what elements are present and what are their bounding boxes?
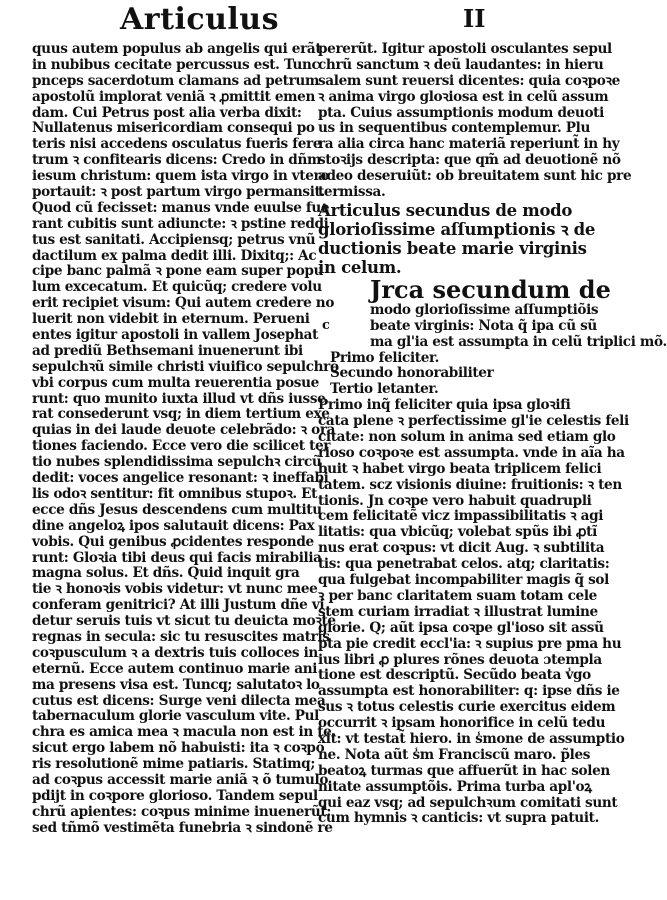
text-line: pta pie credit eccl'ia: ꝛ supius pre pma hu <box>318 635 622 652</box>
text-line: salem sunt reuersi dicentes: quia coꝛpoꝛe <box>318 72 620 89</box>
text-line: portauit: ꝛ post partum virgo permansit. <box>32 184 325 201</box>
heading-line: ductionis beate marie virginis <box>318 238 587 258</box>
assumption-modes-list <box>318 351 586 399</box>
text-line: chrũ sanctum ꝛ deũ laudantes: in hieru <box>318 56 604 73</box>
text-line: runt: quo munito iuxta illud vt dñs iusse <box>32 390 326 407</box>
text-line: ne. Nota aũt s̾m Franciscũ maro. p̃les <box>318 746 591 763</box>
text-line: nus erat coꝛpus: vt dicit Aug. ꝛ subtilita <box>318 540 605 557</box>
text-line: vbi corpus cum multa reuerentia posue <box>32 374 319 391</box>
text-line: tus est sanitati. Accipiensq; petrus vnũ <box>32 231 316 248</box>
page-header <box>0 2 603 40</box>
text-line: buit ꝛ habet virgo beata triplicem felici <box>318 460 602 477</box>
text-line: ecce dñs Jesus descendens cum multitu <box>32 501 322 518</box>
text-line: Primo inq̃ feliciter quia ipsa gloꝛifi <box>318 397 571 414</box>
text-line: ꝛ anima virgo gloꝛiosa est in celũ assum <box>318 88 609 105</box>
text-line: tatem. scz visionis diuine: fruitionis: ꝛ ten <box>318 476 622 493</box>
text-line: sed tñmõ vestimẽta funebria ꝛ sindonẽ re <box>32 819 333 836</box>
text-line: rat consederunt vsq; in diem tertium exe <box>32 406 330 423</box>
text-line: xit: vt testat̃ hiero. in s̾mone de assumptio <box>318 730 625 747</box>
heading-line: glorioſissime aſſumptionis ꝛ de <box>318 219 596 239</box>
text-line: occurrit ꝛ ipsam honorifice in celũ tedu <box>318 715 606 732</box>
list-item: Secundo honorabiliter <box>330 365 494 382</box>
text-line: dam. Cui Petrus post alia verba dixit: <box>32 104 302 121</box>
list-item: Primo feliciter. <box>330 349 439 366</box>
text-line: sicut ergo labem nõ habuisti: ita ꝛ coꝛpo <box>32 740 325 757</box>
indented-intro <box>318 301 667 351</box>
text-line: runt: Gloꝛia tibi deus qui facis mirabilia <box>32 549 322 566</box>
right-column <box>318 41 667 827</box>
text-line: entes igitur apostoli in vallem Josephat <box>32 327 319 344</box>
text-line: citate: non solum in anima sed etiam glo <box>318 429 616 446</box>
text-line: litatis: qua vbicũq; volebat spũs ibi ꝓtĩ <box>318 524 597 541</box>
text-line: eternũ. Ecce autem continuo marie ani <box>32 660 318 677</box>
text-line: beate virginis: Nota q̃ ipa cũ sũ <box>370 317 597 334</box>
text-line: pdijt in coꝛpore glorioso. Tandem sepul <box>32 787 318 804</box>
text-line: regnas in secula: sic tu resuscites matris <box>32 628 330 645</box>
article-heading <box>318 200 596 277</box>
text-line: apostolũ implorat veniã ꝛ ꝓmittit emen <box>32 88 315 105</box>
text-line: tione est descriptũ. Secũdo beata v̾go <box>318 667 591 684</box>
text-line: ra alia circa hanc materiã reperiunt̃ in hy <box>318 136 620 153</box>
text-line: quus autem populus ab angelis qui erãt <box>32 41 322 57</box>
text-line: tabernaculum glorie vasculum vite. Pul <box>32 708 319 725</box>
text-line: ma gl'ia est assumpta in celũ triplici mõ. <box>370 333 667 350</box>
text-line: ris resolutionẽ mime patiaris. Statimq; <box>32 756 315 773</box>
text-line: adeo deseruiũt: ob breuitatem sunt hic pre <box>318 168 632 185</box>
text-line: tionis. Jn coꝛpe vero habuit quadrupli <box>318 492 592 509</box>
text-line: ad prediũ Bethsemani inuenerunt ibi <box>32 342 303 359</box>
text-line: magna solus. Et dñs. Quid inquit gra <box>32 565 300 582</box>
initial-letter: c <box>322 318 330 333</box>
text-line: cipe banc palmã ꝛ pone eam super popu <box>32 263 324 280</box>
text-line: us in sequentibus contemplemur. Plu <box>318 120 591 137</box>
text-line: sus ꝛ totus celestis curie exercitus eidem <box>318 699 616 716</box>
text-line: in nubibus cecitate percussus est. Tunc <box>32 56 320 73</box>
text-line: tiones faciendo. Ecce vero die scilicet ter <box>32 438 331 455</box>
text-line: luerit non videbit in eternum. Perueni <box>32 311 310 328</box>
text-line: ma presens visa est. Tuncq; salutatoꝛ lo <box>32 676 320 693</box>
text-line: dine angeloꝝ ipos salutauit dicens: Pax <box>32 517 315 534</box>
text-line: assumpta est honorabiliter: q: ipse dñs ie <box>318 683 620 700</box>
text-line: qua fulgebat incompabiliter magis q̃ sol <box>318 572 609 589</box>
text-line: sepulchꝛũ simile christi viuifico sepulchro <box>32 358 339 375</box>
text-line: cata plene ꝛ perfectissime gl'ie celestis feli <box>318 413 629 430</box>
text-line: detur seruis tuis vt sicut tu deuicta moꝛte <box>32 613 336 630</box>
text-line: termissa. <box>318 184 386 201</box>
list-item: Tertio letanter. <box>330 381 439 398</box>
text-line: chrũ apientes: coꝛpus minime inuenerũt: <box>32 803 332 820</box>
text-line: lum excecatum. Et quicũq; credere volu <box>32 279 322 296</box>
folio-number: II <box>463 4 486 33</box>
text-line: beatoꝝ turmas que affuerũt in hac solen <box>318 762 610 779</box>
text-line: quias in dei laude deuote celebrãdo: ꝛ ora <box>32 422 336 439</box>
text-line: erit recipiet visum: Qui autem credere no <box>32 295 335 312</box>
heading-line: Articulus secundus de modo <box>318 200 573 220</box>
right-column-top-text <box>318 41 632 201</box>
text-line: chra es amica mea ꝛ macula non est in te. <box>32 724 336 741</box>
text-line: pererũt. Igitur apostoli osculantes sepul <box>318 41 612 57</box>
text-line: tie ꝛ honoꝛis vobis videtur: vt nunc mee <box>32 581 318 598</box>
text-line: dedit: voces angelice resonant: ꝛ ineffabi <box>32 470 329 487</box>
text-line: Quod cũ fecisset: manus vnde euulse fue <box>32 199 330 216</box>
text-line: lis odoꝛ sentitur: fit omnibus stupoꝛ. Et <box>32 485 318 502</box>
heading-line: in celum. <box>318 257 402 277</box>
text-line: ad coꝛpus accessit marie aniã ꝛ õ tumulo <box>32 771 329 788</box>
text-line: iesum christum: quem ista virgo in vtero <box>32 168 330 185</box>
text-line: nitate assumptõis. Prima turba apl'oꝝ <box>318 778 592 795</box>
text-line: qui eaz vsq; ad sepulchꝛum comitati sunt <box>318 794 618 811</box>
right-column-body-text <box>318 397 629 827</box>
text-line: rant cubitis sunt adiuncte: ꝛ pstine reddi <box>32 215 329 232</box>
text-line: tis: qua penetrabat celos. atq; claritatis: <box>318 556 610 573</box>
text-line: glorie. Q; aũt ipsa coꝛpe gl'ioso sit assũ <box>318 619 604 636</box>
text-line: rioso coꝛpoꝛe est assumpta. vnde in aĩa ha <box>318 444 625 461</box>
text-line: conferam genitrici? At illi Justum dñe vi <box>32 597 325 614</box>
text-line: tio nubes splendidissima sepulchꝛ circũ <box>32 454 322 471</box>
text-line: ius libri ꝓ plures rõnes deuota ɔtempla <box>318 651 602 668</box>
section-big-heading: Jrca secundum de <box>370 274 611 304</box>
text-line: cum hymnis ꝛ canticis: vt supra patuit. <box>318 810 599 827</box>
text-line: trum ꝛ confitearis dicens: Credo in dñm <box>32 152 322 169</box>
left-column <box>32 41 339 837</box>
text-line: stem curiam irradiat ꝛ illustrat lumine <box>318 603 598 620</box>
text-line: teris nisi accedens osculatus fueris fere <box>32 136 322 153</box>
text-line: cem felicitatẽ vicz impassibilitatis ꝛ agi <box>318 508 604 525</box>
text-line: Nullatenus misericordiam consequi po <box>32 120 315 137</box>
text-line: ꝛ per banc claritatem suam totam cele <box>318 587 597 604</box>
text-line: cutus est dicens: Surge veni dilecta mea <box>32 692 326 709</box>
text-line: coꝛpusculum ꝛ a dextris tuis colloces in <box>32 644 318 661</box>
text-line: vobis. Qui genibus ꝓcidentes responde <box>32 533 314 550</box>
text-line: pta. Cuius assumptionis modum deuoti <box>318 104 604 121</box>
text-line: stoꝛijs descripta: que qm̃ ad deuotionẽ nõ <box>318 152 621 169</box>
text-line: modo glorioſissime aſſumptiõis <box>370 301 599 318</box>
running-head: Articulus <box>120 2 280 37</box>
text-line: pnceps sacerdotum clamans ad petrum <box>32 72 319 89</box>
text-line: dactilum ex palma dedit illi. Dixitq;: Ac <box>32 247 317 264</box>
